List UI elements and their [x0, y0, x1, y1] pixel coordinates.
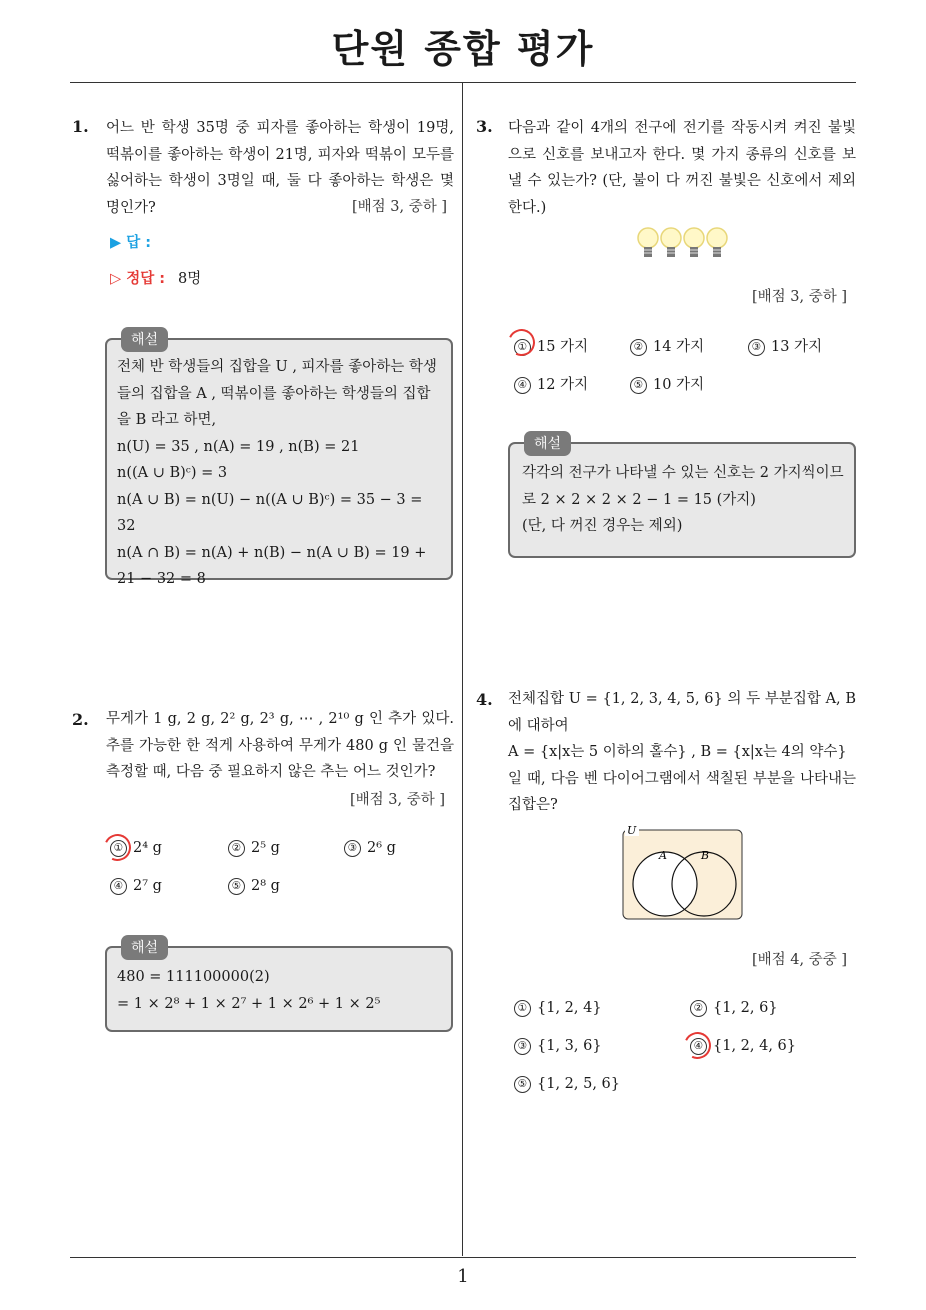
q3-explanation	[522, 460, 848, 540]
q1-correct-label: ▷ 정답 :	[110, 271, 166, 287]
q3-text: 다음과 같이 4개의 전구에 전기를 작동시켜 켜진 불빛으로 신호를 보내고자 한다. 몇 가지 종류의 신호를 보낼 수 있는가? (단, 불이 다 꺼진 불빛은 신호에서 제외한다.)	[508, 120, 856, 216]
q4-text	[508, 686, 856, 819]
choice-number-3: ③	[514, 1038, 531, 1055]
q4-text-line-1: 전체집합 U = {1, 2, 3, 4, 5, 6} 의 두 부분집합 A, B 에 대하여	[508, 691, 856, 734]
q4-text-line-2: A = {x|x는 5 이하의 홀수} , B = {x|x는 4의 약수}	[508, 744, 847, 760]
q4-choice-1-value: {1, 2, 4}	[537, 1000, 602, 1016]
q1-explanation	[117, 354, 443, 593]
page-number: 1	[457, 1266, 469, 1287]
q4-choice-2[interactable]	[690, 1000, 778, 1017]
q2-score: [배점 3, 중하 ]	[350, 792, 446, 808]
q2-answer-mark	[100, 830, 135, 865]
q2-explanation-box	[105, 940, 453, 1032]
q2-expl-line-2: = 1 × 2⁸ + 1 × 2⁷ + 1 × 2⁶ + 1 × 2⁵	[117, 995, 381, 1012]
q4-number: 4.	[476, 690, 493, 709]
q2-choice-4-value: 2⁷ g	[133, 878, 162, 894]
choice-number-3: ③	[344, 840, 361, 857]
choice-number-5: ⑤	[514, 1076, 531, 1093]
q1-expl-line-5: n(A ∩ B) = n(A) + n(B) − n(A ∪ B) = 19 + 21 − 32 = 8	[117, 544, 427, 587]
q2-choice-1-value: 2⁴ g	[133, 840, 162, 856]
choice-number-1: ①	[110, 840, 127, 857]
bulb-icon	[638, 228, 658, 257]
q3-choice-4-value: 12 가지	[537, 377, 589, 393]
q4-choice-5[interactable]	[514, 1076, 620, 1093]
q3-choice-4[interactable]	[514, 373, 588, 394]
light-bulbs-image	[636, 226, 732, 262]
q2-text: 무게가 1 g, 2 g, 2² g, 2³ g, ⋯ , 2¹⁰ g 인 추가 있다. 추를 가능한 한 적게 사용하여 무게가 480 g 인 물건을 측정할 때, 다음 중 필요하지 않은 추는 어느 것인가?	[106, 711, 454, 780]
q3-explanation-tag: 해설	[524, 431, 571, 456]
q2-choice-3-value: 2⁶ g	[367, 840, 396, 856]
choice-number-1: ①	[514, 339, 531, 356]
q3-choice-5-value: 10 가지	[653, 377, 705, 393]
q2-explanation-tag: 해설	[121, 935, 168, 960]
q4-choice-3-value: {1, 3, 6}	[537, 1038, 602, 1054]
q1-expl-line-4: n(A ∪ B) = n(U) − n((A ∪ B)ᶜ) = 35 − 3 = 32	[117, 491, 423, 534]
q4-choice-4-value: {1, 2, 4, 6}	[713, 1038, 797, 1054]
q2-choice-4[interactable]	[110, 878, 162, 895]
q2-choice-2[interactable]	[228, 840, 280, 857]
q3-choice-2-value: 14 가지	[653, 339, 705, 355]
q1-number: 1.	[72, 117, 89, 136]
q2-number: 2.	[72, 710, 89, 729]
choice-number-5: ⑤	[630, 377, 647, 394]
q3-choice-1-value: 15 가지	[537, 339, 589, 355]
choice-number-3: ③	[748, 339, 765, 356]
choice-number-2: ②	[630, 339, 647, 356]
q1-explanation-tag: 해설	[121, 327, 168, 352]
column-divider	[462, 83, 463, 1256]
bulb-icon	[707, 228, 727, 257]
q1-explanation-box	[105, 332, 453, 587]
q1-score: [배점 3, 중하 ]	[352, 199, 448, 215]
q3-choice-3-value: 13 가지	[771, 339, 823, 355]
q3-score: [배점 3, 중하 ]	[752, 289, 848, 305]
bulb-icon	[661, 228, 681, 257]
choice-number-4: ④	[110, 878, 127, 895]
q2-choice-3[interactable]	[344, 840, 396, 857]
q2-choice-2-value: 2⁵ g	[251, 840, 280, 856]
q1-expl-line-1: 전체 반 학생들의 집합을 U , 피자를 좋아하는 학생들의 집합을 A , 떡볶이를 좋아하는 학생들의 집합을 B 라고 하면,	[117, 359, 437, 428]
choice-number-4: ④	[514, 377, 531, 394]
q4-choice-1[interactable]	[514, 1000, 602, 1017]
q4-text-line-3: 일 때, 다음 벤 다이어그램에서 색칠된 부분을 나타내는 집합은?	[508, 770, 856, 813]
q2-expl-line-1: 480 = 111100000(2)	[117, 969, 270, 985]
choice-number-1: ①	[514, 1000, 531, 1017]
footer-rule	[70, 1257, 856, 1258]
q4-choice-2-value: {1, 2, 6}	[713, 1000, 778, 1016]
q4-score: [배점 4, 중중 ]	[752, 952, 848, 968]
q3-expl-line-2: (단, 다 꺼진 경우는 제외)	[522, 518, 683, 534]
choice-number-4: ④	[690, 1038, 707, 1055]
choice-number-5: ⑤	[228, 878, 245, 895]
q3-expl-line-1: 각각의 전구가 나타낼 수 있는 신호는 2 가지씩이므로 2 × 2 × 2 × 2 − 1 = 15 (가지)	[522, 465, 844, 508]
choice-number-2: ②	[690, 1000, 707, 1017]
choice-number-2: ②	[228, 840, 245, 857]
q4-answer-mark	[680, 1028, 715, 1063]
q1-expl-line-3: n((A ∪ B)ᶜ) = 3	[117, 465, 228, 481]
q1-answer-label: ▶ 답 :	[110, 235, 152, 251]
venn-diagram	[620, 822, 746, 922]
q2-explanation	[117, 964, 443, 1017]
q1-correct-value: 8명	[178, 271, 202, 287]
q4-choice-5-value: {1, 2, 5, 6}	[537, 1076, 621, 1092]
q3-number: 3.	[476, 117, 493, 136]
q2-choice-5-value: 2⁸ g	[251, 878, 280, 894]
q1-text: 어느 반 학생 35명 중 피자를 좋아하는 학생이 19명, 떡볶이를 좋아하는 학생이 21명, 피자와 떡볶이 모두를 싫어하는 학생이 3명일 때, 둘 다 좋아하는 학생은 몇 명인가?	[106, 120, 454, 216]
q4-choice-3[interactable]	[514, 1038, 602, 1055]
q3-choice-2[interactable]	[630, 335, 704, 356]
q3-explanation-box	[508, 436, 856, 558]
q2-choice-5[interactable]	[228, 878, 280, 895]
bulb-icon	[684, 228, 704, 257]
venn-label-b: B	[701, 849, 710, 862]
header-rule	[70, 82, 856, 83]
page-title: 단원 종합 평가	[331, 27, 595, 71]
venn-label-a: A	[659, 849, 667, 862]
q3-choice-5[interactable]	[630, 373, 704, 394]
venn-label-u: U	[627, 824, 637, 837]
q3-choice-3[interactable]	[748, 335, 822, 356]
q1-expl-line-2: n(U) = 35 , n(A) = 19 , n(B) = 21	[117, 438, 360, 455]
